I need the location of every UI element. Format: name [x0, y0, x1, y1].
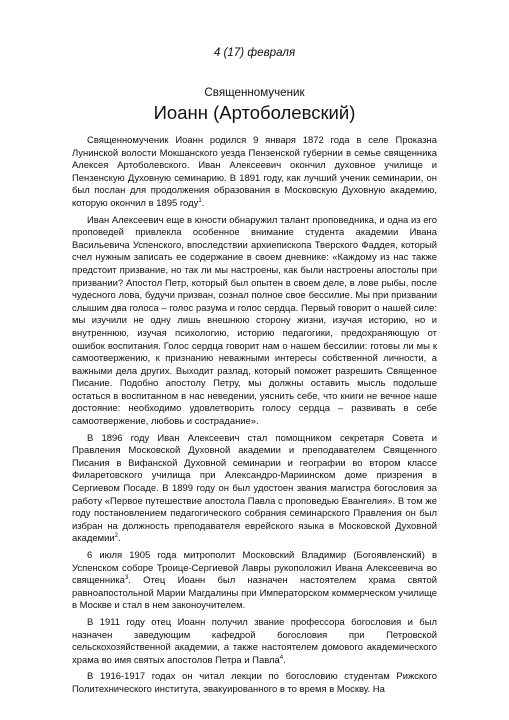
paragraph: Священномученик Иоанн родился 9 января 1872 года в селе Проказна Лунинской волости Мокшанского уезда Пензенской губернии в семье священника Алексея Артоболевского. Иван Алексеевич окончил духовное училище и Пензенскую Духовную семинарию. В 1891 году, как лучший ученик семинарии, он был послан для продолжения образования в Московскую Духовную академию, которую окончил в 1895 году$^1$.: [72, 135, 437, 209]
footnote-ref[interactable]: 2: [114, 533, 118, 540]
paragraph: В 1896 году Иван Алексеевич стал помощником секретаря Совета и Правления Московской Духовной академии и преподавателем Священного Писания в Вифанской Духовной семинарии и географии во втором классе Филаретовского училища при Александро-Мариинском доме призрения в Сергиевом Посаде. В 1899 году он был удостоен звания магистра богословия за работу «Первое путешествие апостола Павла с проповедью Евангелия». В том же году постановлением педагогического собрания семинарского Правления он был избран на должность преподавателя еврейского языка в Московской Духовной академии$^2$.: [72, 432, 437, 545]
feast-date: 4 (17) февраля: [213, 46, 296, 59]
paragraph: Иван Алексеевич еще в юности обнаружил талант проповедника, и одна из его проповедей привлекла особенное внимание студента академии Ивана Васильевича Успенского, впоследствии архиепископа Тверского Фаддея, который счел нужным записать ее содержание в своем дневнике: «Каждому из нас также предстоит призвание, но так ли мы настроены, как были настроены апостолы при призвании? Апостол Петр, который был опытен в своем деле, в лове рыбы, после чудесного лова, будучи призван, сознал полное свое бессилие. Мы при призвании слышим два голоса – голос разума и голос сердца. Первый говорит о нашей силе: мы изучили не одну лишь внешнюю сторону жизни, изучая историю, но и внутреннюю, изучая психологию, историю педагогики, предохраняющую от ошибок воспитания. Голос сердца говорит нам о нашем бессилии: готовы ли мы к самоотвержению, к признанию неважными интересы собственной личности, а важными дела других. Выходит разлад, который поможет разрешить Священное Писание. Подобно апостолу Петру, мы должны оставить мысль подольше остаться в воспитанном в нас неведении, уяснить себе, что книги не вечное наше достояние: необходимо удовлетворить голосу сердца – развивать в себе самоотвержение, любовь и сострадание».: [72, 214, 437, 428]
paragraph: 6 июля 1905 года митрополит Московский Владимир (Богоявленский) в Успенском соборе Троице-Сергиевой Лавры рукоположил Ивана Алексеевича во священника$^3$. Отец Иоанн был назначен настоятелем храма святой равноапостольной Марии Магдалины при Императорском коммерческом училище в Москве и стал в нем законоучителем.: [72, 550, 437, 612]
footnote-ref[interactable]: 4: [279, 654, 284, 661]
footnote-ref[interactable]: 3: [124, 575, 129, 582]
biography-text: [72, 135, 437, 697]
footnote-ref[interactable]: 1: [198, 197, 202, 204]
paragraph: В 1911 году отец Иоанн получил звание профессора богословия и был назначен заведующим кафедрой богословия при Петровской сельскохозяйственной академии, а также настоятелем домового академического храма во имя святых апостолов Петра и Павла$^4$.: [72, 616, 437, 666]
saint-rank: Священномученик: [204, 86, 305, 99]
paragraph: В 1916-1917 годах он читал лекции по богословию студентам Рижского Политехнического института, эвакуированного в то время в Москву. На: [72, 671, 437, 695]
saint-name: Иоанн (Артоболевский): [153, 102, 356, 123]
